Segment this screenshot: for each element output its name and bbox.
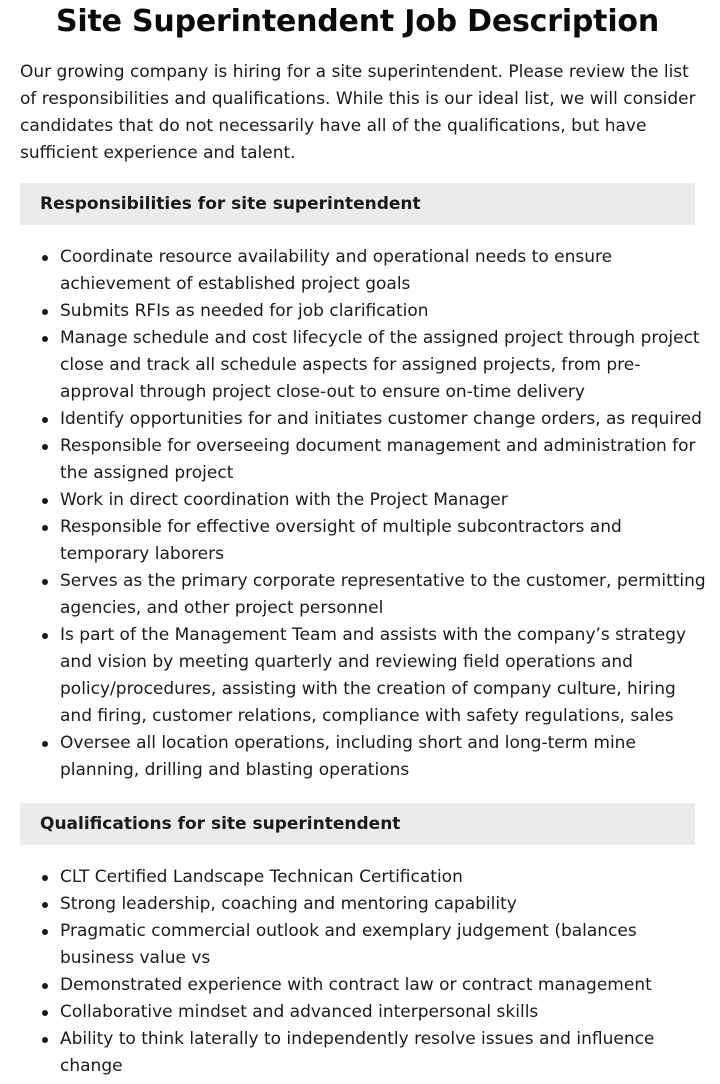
list-item: Is part of the Management Team and assists with the company’s strategy and vision by meeting quarterly and reviewing field operations and policy/procedures, assisting with the creation of company culture, hiring and firing, customer relations, compliance with safety regulations, sales <box>20 622 710 730</box>
list-item: Pragmatic commercial outlook and exemplary judgement (balances business value vs <box>20 918 710 972</box>
page-title: Site Superintendent Job Description <box>56 4 659 39</box>
qualifications-heading: Qualifications for site superintendent <box>20 803 695 845</box>
list-item: Work in direct coordination with the Project Manager <box>20 487 710 514</box>
qualifications-list <box>20 864 710 1080</box>
list-item: Manage schedule and cost lifecycle of the assigned project through project close and track all schedule aspects for assigned projects, from pre-approval through project close-out to ensure on-time delivery <box>20 325 710 406</box>
list-item: Submits RFIs as needed for job clarification <box>20 298 710 325</box>
list-item: Ability to think laterally to independently resolve issues and influence change <box>20 1026 710 1080</box>
list-item: Demonstrated experience with contract law or contract management <box>20 972 710 999</box>
list-item: Responsible for overseeing document management and administration for the assigned project <box>20 433 710 487</box>
responsibilities-heading: Responsibilities for site superintendent <box>20 183 695 225</box>
list-item: Responsible for effective oversight of multiple subcontractors and temporary laborers <box>20 514 710 568</box>
list-item: Strong leadership, coaching and mentoring capability <box>20 891 710 918</box>
responsibilities-list <box>20 244 710 784</box>
intro-paragraph: Our growing company is hiring for a site superintendent. Please review the list of responsibilities and qualifications. While this is our ideal list, we will consider candidates that do not necessarily have all of the qualifications, but have sufficient experience and talent. <box>20 62 696 163</box>
list-item: Oversee all location operations, including short and long-term mine planning, drilling and blasting operations <box>20 730 710 784</box>
list-item: Coordinate resource availability and operational needs to ensure achievement of established project goals <box>20 244 710 298</box>
list-item: CLT Certified Landscape Technican Certification <box>20 864 710 891</box>
list-item: Serves as the primary corporate representative to the customer, permitting agencies, and other project personnel <box>20 568 710 622</box>
list-item: Collaborative mindset and advanced interpersonal skills <box>20 999 710 1026</box>
list-item: Identify opportunities for and initiates customer change orders, as required <box>20 406 710 433</box>
